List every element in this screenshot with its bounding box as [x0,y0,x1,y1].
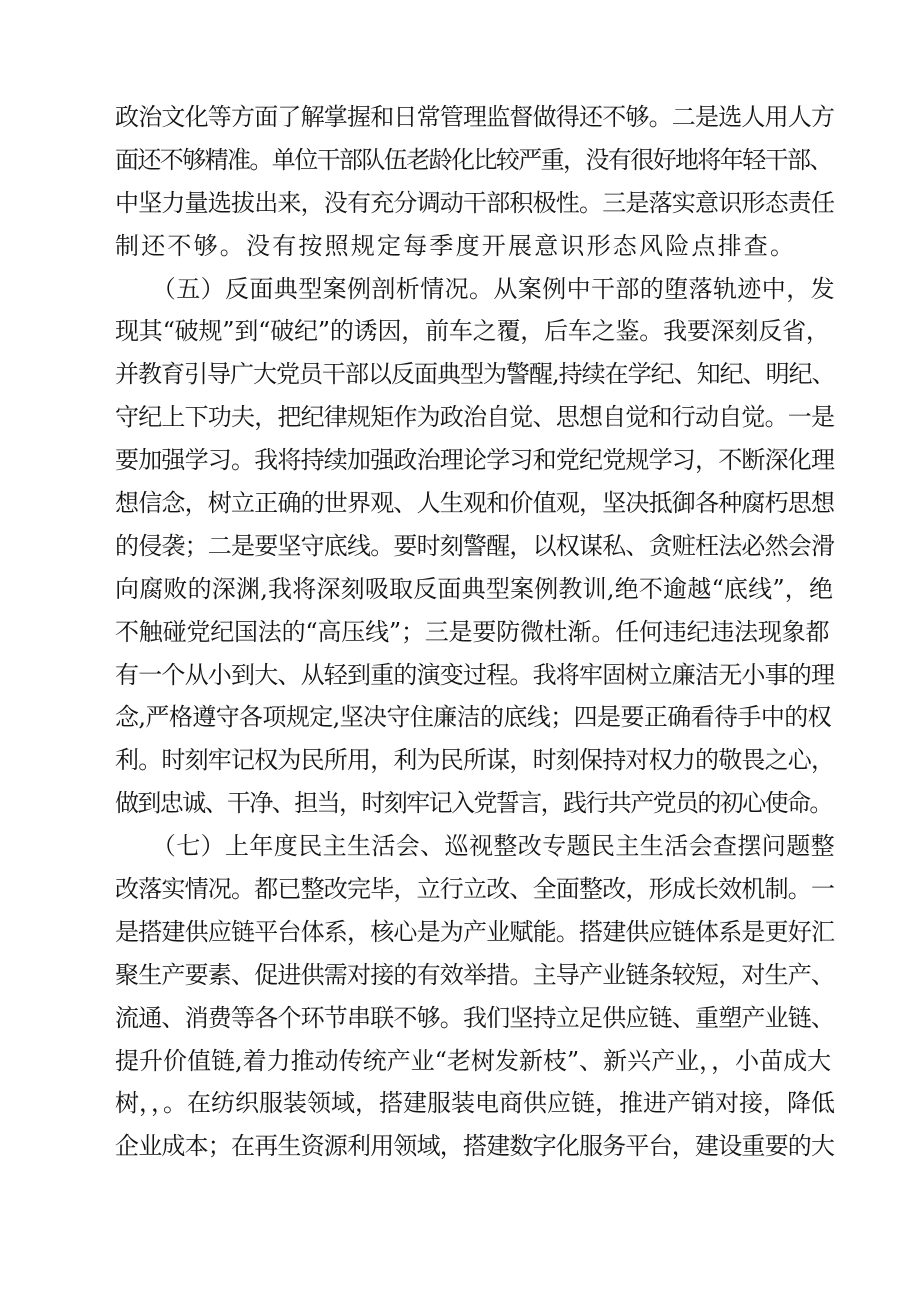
text-line: 要加强学习。我将持续加强政治理论学习和党纪党规学习，不断深化理 [115,446,835,475]
text-line: 念,严格遵守各项规定,坚决守住廉洁的底线；四是要正确看待手中的权 [115,703,832,732]
text-line: 现其“破规”到“破纪”的诱因，前车之覆，后车之鉴。我要深刻反省， [115,317,830,346]
text-line: 改落实情况。都已整改完毕，立行立改、全面整改，形成长效机制。一 [115,875,835,904]
text-line: 守纪上下功夫，把纪律规矩作为政治自觉、思想自觉和行动自觉。一是 [115,403,835,432]
text-line: 的侵袭；二是要坚守底线。要时刻警醒，以权谋私、贪赃枉法必然会滑 [115,531,835,560]
text-line: 制还不够。没有按照规定每季度开展意识形态风险点排查。 [115,231,797,260]
text-line: 并教育引导广大党员干部以反面典型为警醒,持续在学纪、知纪、明纪、 [115,360,835,389]
text-line: 不触碰党纪国法的“高压线”；三是要防微杜渐。任何违纪违法现象都 [115,617,830,646]
text-line: 利。时刻牢记权为民所用，利为民所谋，时刻保持对权力的敬畏之心， [115,746,835,775]
text-line: 有一个从小到大、从轻到重的演变过程。我将牢固树立廉洁无小事的理 [115,660,835,689]
body-text [115,96,835,1168]
text-line: 政治文化等方面了解掌握和日常管理监督做得还不够。二是选人用人方 [115,103,835,131]
text-line: 做到忠诚、干净、担当，时刻牢记入党誓言，践行共产党员的初心使命。 [115,789,832,818]
text-line: （五）反面典型案例剖析情况。从案例中干部的堕落轨迹中，发 [115,274,835,303]
text-line: 企业成本；在再生资源利用领域，搭建数字化服务平台，建设重要的大 [115,1132,835,1161]
text-line: 向腐败的深渊,我将深刻吸取反面典型案例教训,绝不逾越“底线”，绝 [115,574,834,603]
text-line: 流通、消费等各个环节串联不够。我们坚持立足供应链、重塑产业链、 [115,1003,835,1032]
text-line: 想信念，树立正确的世界观、人生观和价值观，坚决抵御各种腐朽思想 [115,489,835,518]
text-line: 提升价值链,着力推动传统产业“老树发新枝”、新兴产业，，小苗成大 [115,1046,832,1075]
text-line: 是搭建供应链平台体系，核心是为产业赋能。搭建供应链体系是更好汇 [115,917,835,946]
text-line: 面还不够精准。单位干部队伍老龄化比较严重，没有很好地将年轻干部、 [115,145,832,174]
text-line: （七）上年度民主生活会、巡视整改专题民主生活会查摆问题整 [115,832,835,861]
text-line: 聚生产要素、促进供需对接的有效举措。主导产业链条较短，对生产、 [115,960,835,989]
text-line: 中坚力量选拔出来，没有充分调动干部积极性。三是落实意识形态责任 [115,188,835,217]
text-line: 树，，。在纺织服装领域，搭建服装电商供应链，推进产销对接，降低 [115,1089,835,1118]
